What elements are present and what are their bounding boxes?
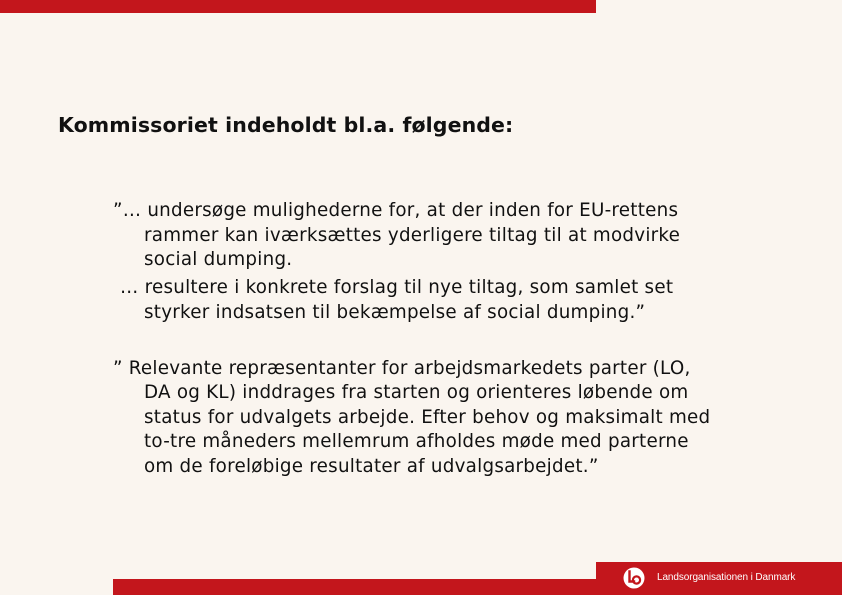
quote-2-line-4: to-tre måneders mellemrum afholdes møde med parterne — [144, 431, 689, 452]
quote-1-line-3: social dumping. — [144, 249, 293, 270]
top-accent-bar — [0, 0, 596, 13]
quote-1-line-1: ”… undersøge mulighederne for, at der inden for EU-rettens — [113, 200, 679, 221]
quote-2-line-3: status for udvalgets arbejde. Efter behov og maksimalt med — [144, 407, 711, 428]
lo-logo-icon — [623, 567, 645, 589]
organization-name: Landsorganisationen i Danmark — [657, 572, 796, 583]
slide-title: Kommissoriet indeholdt bl.a. følgende: — [58, 113, 514, 137]
quote-1-line-2: rammer kan iværksættes yderligere tiltag til at modvirke — [144, 225, 681, 246]
quote-2-line-5: om de foreløbige resultater af udvalgsarbejdet.” — [144, 456, 599, 477]
quote-2-line-2: DA og KL) inddrages fra starten og orienteres løbende om — [144, 382, 689, 403]
quote-1-line-5: styrker indsatsen til bekæmpelse af social dumping.” — [144, 302, 646, 323]
quote-1-line-4: … resultere i konkrete forslag til nye tiltag, som samlet set — [120, 277, 674, 298]
quote-2-line-1: ” Relevante repræsentanter for arbejdsmarkedets parter (LO, — [113, 358, 691, 379]
